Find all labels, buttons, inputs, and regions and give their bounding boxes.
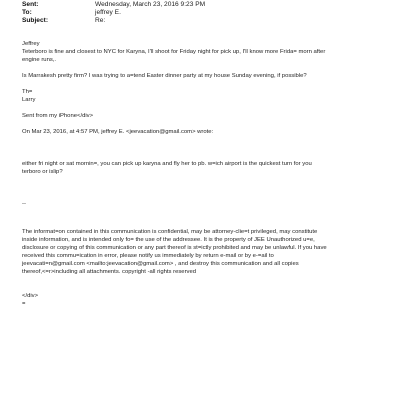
closing-div-tag: </div> xyxy=(22,293,39,299)
quote-line2: terboro or islip? xyxy=(22,169,63,175)
sent-label: Sent: xyxy=(22,1,39,8)
disclaimer-line3: disclosure or copying of this communication or any part thereof is st=ictly prohibited and may be unlawful. If you have xyxy=(22,245,327,251)
signoff-2: Larry xyxy=(22,97,36,103)
para1-line1: Teterboro is fine and closest to NYC for Karyna, I'll shoot for Friday night for pick up, I'll know more Frida= morn after xyxy=(22,49,326,55)
trailing-mark: = xyxy=(22,301,26,307)
para2: Is Marrakesh pretty firm? I was trying to a=tend Easter dinner party at my house Sunday evening, if possible? xyxy=(22,73,307,79)
disclaimer-line2: inside information, and is intended only fo= the use of the addressee. It is the property of JEE Unauthorized u=e, xyxy=(22,237,315,243)
to-value: jeffrey E. xyxy=(95,9,121,16)
para1-line2: engine runs,. xyxy=(22,57,57,63)
dashes: -- xyxy=(22,201,26,207)
greeting: Jeffrey xyxy=(22,41,40,47)
quote-line1: either fri night or sat mornin=, you can pick up karyna and fly her to pb. w=ich airport is the quickest turn for you xyxy=(22,161,312,167)
disclaimer-line1: The informat=on contained in this communication is confidential, may be attorney-clie=t privileged, may constitute xyxy=(22,229,318,235)
sent-from: Sent from my iPhone</div> xyxy=(22,113,94,119)
to-label: To: xyxy=(22,9,32,16)
quote-header: On Mar 23, 2016, at 4:57 PM, jeffrey E. <jeevacation@gmail.com> wrote: xyxy=(22,129,214,135)
disclaimer-line4: received this commu=ication in error, please notify us immediately by return e-mail or by e-=ail to xyxy=(22,253,274,259)
sent-value: Wednesday, March 23, 2016 9:23 PM xyxy=(95,1,206,8)
disclaimer-line5: jeevacati=n@gmail.com <mailto:jeevacation@gmail.com> , and destroy this communication and all copies xyxy=(22,261,299,267)
signoff-1: Th= xyxy=(22,89,33,95)
subject-label: Subject: xyxy=(22,17,49,24)
subject-value: Re: xyxy=(95,17,106,24)
disclaimer-line6: thereof,<=r>including all attachments. copyright -all rights reserved xyxy=(22,269,197,275)
